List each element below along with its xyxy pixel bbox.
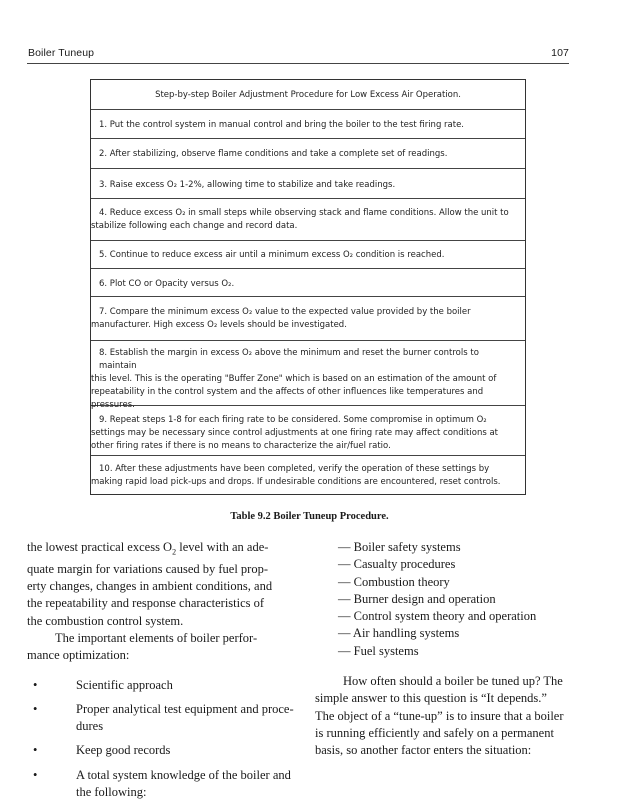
step-9-line-2: settings may be necessary since control adjustments at one firing rate may affect conditions at <box>91 428 498 438</box>
table-row <box>91 297 525 341</box>
step-1-line-1: 1. Put the control system in manual control and bring the boiler to the test firing rate. <box>99 120 465 130</box>
elements-list <box>27 677 305 802</box>
list-item: • Scientific approach <box>27 677 305 694</box>
right-column <box>315 539 596 760</box>
table-title: Step-by-step Boiler Adjustment Procedure for Low Excess Air Operation. <box>155 90 461 100</box>
step-10-line-2: making rapid load pick-ups and drops. If undesirable conditions are encountered, reset controls. <box>91 477 501 487</box>
procedure-table <box>90 79 526 495</box>
list-item: — Air handling systems <box>338 626 460 641</box>
text-line: How often should a boiler be tuned up? The <box>343 674 563 689</box>
step-3-line-1: 3. Raise excess O₂ 1-2%, allowing time to stabilize and take readings. <box>99 180 396 190</box>
text-line: the repeatability and response characteristics of <box>27 596 265 611</box>
paragraph-continuation <box>27 539 305 630</box>
text-line: The object of a “tune-up” is to insure that a boiler <box>315 708 564 723</box>
step-6-line-1: 6. Plot CO or Opacity versus O₂. <box>99 279 235 289</box>
table-title-row <box>91 80 525 110</box>
list-item: — Fuel systems <box>338 643 419 658</box>
table-row <box>91 110 525 139</box>
page-number: 107 <box>551 47 569 59</box>
list-item: — Burner design and operation <box>338 591 496 606</box>
step-2-line-1: 2. After stabilizing, observe flame conditions and take a complete set of readings. <box>99 149 448 159</box>
step-4-line-2: stabilize following each change and record data. <box>91 221 298 231</box>
step-10-line-1: 10. After these adjustments have been completed, verify the operation of these settings by <box>99 464 490 474</box>
list-item: — Boiler safety systems <box>338 540 461 554</box>
step-7-line-2: manufacturer. High excess O₂ levels should be investigated. <box>91 320 347 330</box>
text-line: mance optimization: <box>27 648 130 663</box>
text-line: is running efficiently and safely on a permanent <box>315 725 554 740</box>
list-item: • Proper analytical test equipment and proce- dures <box>33 701 294 734</box>
text-line: erty changes, changes in ambient conditions, and <box>27 579 273 594</box>
step-8-line-3: repeatability in the control system and the affects of other influences like temperatures and <box>91 387 484 397</box>
bullet-icon: • <box>33 677 38 692</box>
text-line: The important elements of boiler perfor- <box>55 630 258 645</box>
step-8-line-4: pressures. <box>91 400 135 410</box>
knowledge-list <box>338 539 596 660</box>
step-8-line-1: 8. Establish the margin in excess O₂ above the minimum and reset the burner controls to maintain <box>99 348 479 371</box>
running-header-title: Boiler Tuneup <box>28 47 95 59</box>
list-item: • Keep good records <box>27 742 305 759</box>
text-line: simple answer to this question is “It depends.” <box>315 691 547 706</box>
bullet-icon: • <box>33 701 38 716</box>
text-line: basis, so another factor enters the situation: <box>315 743 532 758</box>
step-5-line-1: 5. Continue to reduce excess air until a minimum excess O₂ condition is reached. <box>99 250 445 260</box>
bullet-icon: • <box>33 743 38 758</box>
paragraph-tuneup-frequency <box>315 673 596 759</box>
table-row <box>91 139 525 169</box>
step-7-line-1: 7. Compare the minimum excess O₂ value to the expected value provided by the boiler <box>99 307 471 317</box>
list-item: — Combustion theory <box>338 574 450 589</box>
step-4-line-1: 4. Reduce excess O₂ in small steps while observing stack and flame conditions. Allow the unit to <box>99 208 509 218</box>
text-line: the lowest practical excess $O_2$ level with an ade- <box>27 540 269 557</box>
step-9-line-1: 9. Repeat steps 1-8 for each firing rate to be considered. Some compromise in optimum O₂ <box>99 415 487 425</box>
list-item: — Casualty procedures <box>338 557 456 572</box>
text-line: the combustion control system. <box>27 613 184 628</box>
table-caption: Table 9.2 Boiler Tuneup Procedure. <box>230 511 389 522</box>
table-row <box>91 341 525 410</box>
table-row <box>91 406 525 456</box>
header-rule <box>27 63 569 64</box>
text-line: quate margin for variations caused by fuel prop- <box>27 561 269 576</box>
table-row <box>91 169 525 199</box>
list-item: • A total system knowledge of the boiler and the following: <box>33 767 291 800</box>
left-column <box>27 539 305 808</box>
bullet-icon: • <box>33 767 38 782</box>
paragraph-elements-intro <box>27 630 305 665</box>
step-8-line-2: this level. This is the operating "Buffer Zone" which is based on an estimation of the amount of <box>91 374 497 384</box>
table-row <box>91 456 525 493</box>
list-item: — Control system theory and operation <box>338 609 537 624</box>
step-9-line-3: other firing rates if there is no means to characterize the air/fuel ratio. <box>91 441 391 451</box>
table-row <box>91 241 525 269</box>
table-row <box>91 269 525 297</box>
table-row <box>91 199 525 241</box>
